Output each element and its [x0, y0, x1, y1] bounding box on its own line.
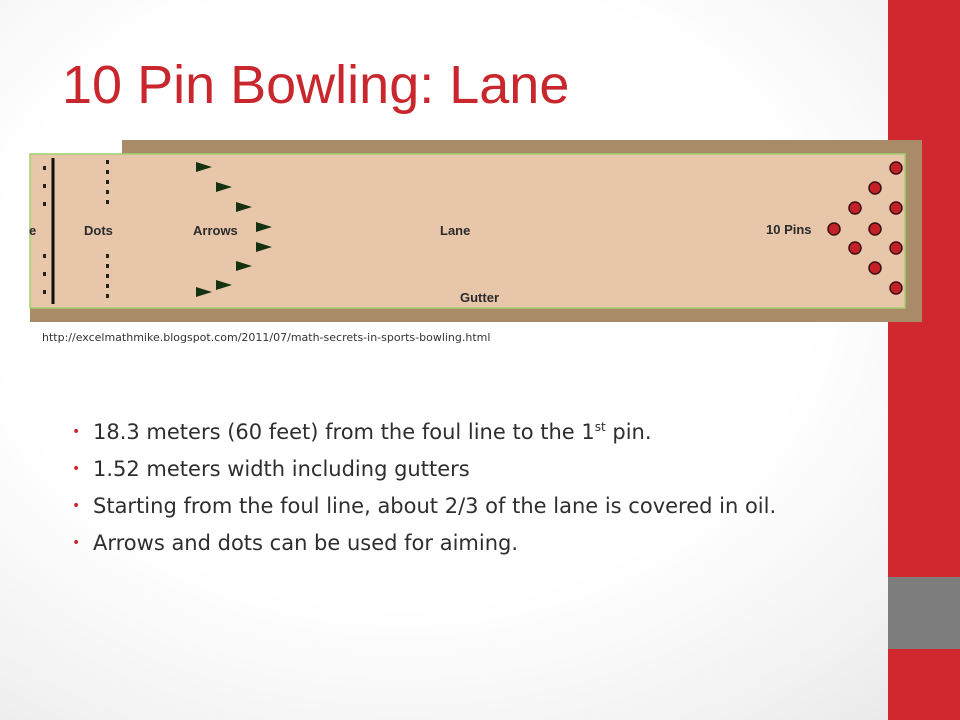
bullet-marker-icon: •: [72, 535, 81, 551]
slide-title: 10 Pin Bowling: Lane: [62, 55, 570, 115]
gutter-label: Gutter: [460, 290, 499, 305]
arrows-label: Arrows: [193, 223, 238, 238]
bullet-item: [72, 455, 852, 484]
source-url: http://excelmathmike.blogspot.com/2011/07/math-secrets-in-sports-bowling.html: [42, 331, 491, 344]
pin: [849, 242, 861, 254]
bullet-marker-icon: •: [72, 461, 81, 477]
pin: [869, 182, 881, 194]
bullet-text: Starting from the foul line, about 2/3 of the lane is covered in oil.: [93, 494, 777, 518]
bullet-text: 1.52 meters width including gutters: [93, 457, 470, 481]
bowling-lane-diagram: [30, 140, 922, 322]
pin: [890, 282, 902, 294]
pin: [849, 202, 861, 214]
bullet-text: Arrows and dots can be used for aiming.: [93, 531, 519, 555]
pin: [890, 162, 902, 174]
bullet-superscript: st: [594, 420, 606, 434]
bullet-marker-icon: •: [72, 424, 81, 440]
bullet-marker-icon: •: [72, 498, 81, 514]
pin: [869, 262, 881, 274]
bullet-item: [72, 418, 852, 447]
side-bar-red-bottom: [888, 649, 960, 720]
foul-line-label: e: [29, 223, 37, 238]
bullet-text-end: pin.: [605, 420, 652, 444]
bullet-item: [72, 492, 852, 521]
pin: [890, 202, 902, 214]
lane-label: Lane: [440, 223, 471, 238]
pin: [869, 223, 881, 235]
bullet-item: [72, 529, 852, 558]
bullet-list: [72, 418, 852, 566]
pin: [890, 242, 902, 254]
pins-label: 10 Pins: [766, 222, 812, 237]
bullet-text: 18.3 meters (60 feet) from the foul line to the 1: [93, 420, 595, 444]
dots-label: Dots: [84, 223, 113, 238]
bowling-lane-svg: [30, 140, 922, 322]
side-bar-gray: [888, 577, 960, 649]
pin: [828, 223, 840, 235]
